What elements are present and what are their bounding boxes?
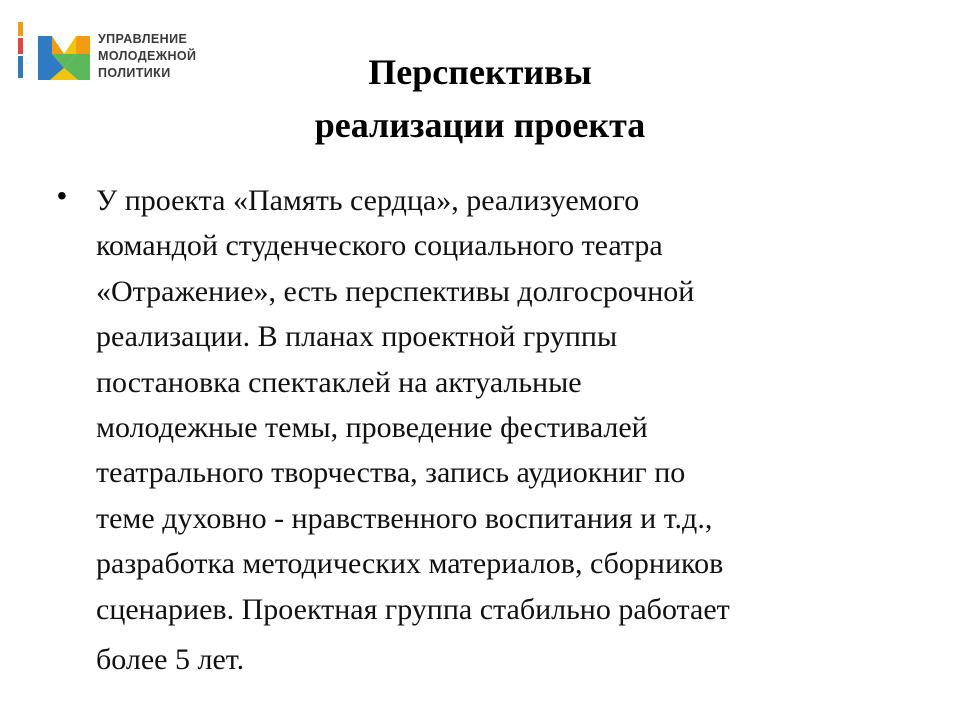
body-line: молодежные темы, проведение фестивалей bbox=[96, 411, 648, 445]
logo-text-line-3: ПОЛИТИКИ bbox=[98, 66, 171, 80]
body-paragraph bbox=[96, 178, 946, 682]
body-line: командой студенческого социального театра bbox=[96, 229, 663, 263]
slide-title bbox=[230, 46, 730, 152]
slide-title-line-1: Перспективы bbox=[368, 52, 592, 92]
body-line: более 5 лет. bbox=[96, 643, 245, 677]
body-line: У проекта «Память сердца», реализуемого bbox=[96, 184, 640, 217]
logo-text-line-1: УПРАВЛЕНИЕ bbox=[98, 32, 188, 46]
body-line: «Отражение», есть перспективы долгосрочной bbox=[96, 274, 695, 308]
youth-policy-logo-icon bbox=[18, 20, 94, 92]
body-line: театрального творчества, запись аудиокниг по bbox=[96, 456, 686, 490]
body-line: разработка методических материалов, сборников bbox=[96, 547, 724, 581]
logo-text-line-2: МОЛОДЕЖНОЙ bbox=[98, 49, 197, 63]
logo bbox=[18, 14, 238, 94]
bullet-icon: • bbox=[57, 180, 67, 211]
slide-title-line-2: реализации проекта bbox=[314, 105, 646, 145]
body-line: теме духовно - нравственного воспитания и т.д., bbox=[96, 501, 713, 535]
body-line: реализации. В планах проектной группы bbox=[96, 320, 618, 354]
logo-text bbox=[98, 31, 196, 82]
body-line: постановка спектаклей на актуальные bbox=[96, 365, 582, 399]
body-line: сценариев. Проектная группа стабильно работает bbox=[96, 592, 730, 626]
